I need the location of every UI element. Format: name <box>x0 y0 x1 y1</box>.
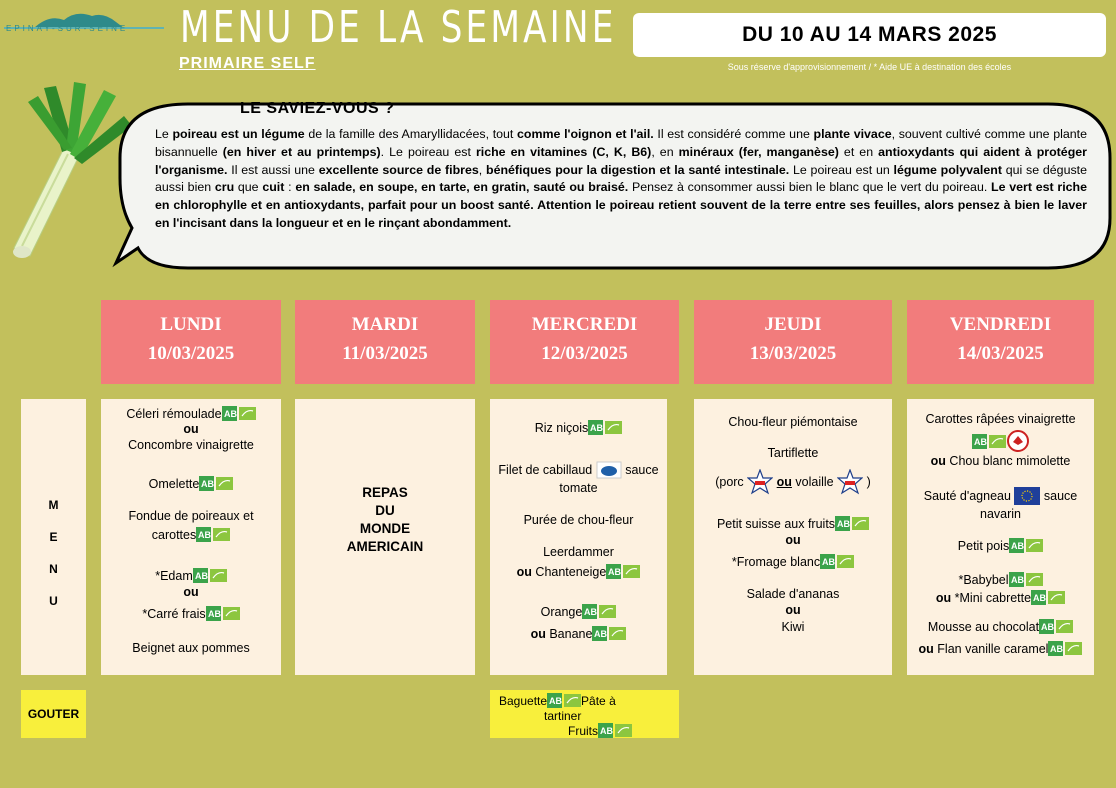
organic-label-icon <box>193 568 227 583</box>
organic-label-icon <box>588 420 622 435</box>
day-header-jeudi: JEUDI 13/03/2025 <box>694 300 892 384</box>
info-text: Le poireau est un légume de la famille des Amaryllidacées, tout comme l'oignon et l'ail. Il est considéré comme une plante vivace, souvent cultivé comme une plante bisannuelle (en hiver et au printemps). Le poireau est riche en vitamines (C, K, B6), en minéraux (fer, manganèse) et en antioxydants qui aident à protéger l'organisme. Il est aussi une excellente source de fibres, bénéfiques pour la digestion et la santé intestinale. Le poireau est un légume polyvalent qui se déguste aussi bien cru que cuit : en salade, en soupe, en tarte, en gratin, sauté ou braisé. Pensez à consommer aussi bien le blanc que le vert du poireau. Le vert est riche en chlorophylle et en antioxydants, parfait pour un boost santé. Attention le poireau retient souvent de la terre entre ses feuilles, alors pensez à bien le laver en l'incisant dans la longueur et en le rinçant abondamment. <box>155 127 1087 230</box>
page-subtitle: PRIMAIRE SELF <box>179 55 316 72</box>
world-meal-label: REPAS DU MONDE AMERICAIN <box>346 485 424 554</box>
organic-label-icon <box>199 476 233 491</box>
gouter-label: GOUTER <box>21 690 86 738</box>
msc-label-icon <box>596 461 622 479</box>
menu-side-label: M E N U <box>21 399 86 675</box>
organic-label-icon <box>598 723 632 738</box>
organic-label-icon <box>1031 590 1065 605</box>
quality-label-icon <box>1006 430 1030 452</box>
organic-label-icon <box>1009 538 1043 553</box>
french-origin-label-icon <box>747 469 773 495</box>
logo-text: EPINAY-SUR-SEINE <box>6 24 129 33</box>
page-title: MENU DE LA SEMAINE <box>180 2 617 53</box>
organic-label-icon <box>835 516 869 531</box>
organic-label-icon <box>592 626 626 641</box>
organic-label-icon <box>1039 619 1073 634</box>
supply-note: Sous réserve d'approvisionnement / * Aide UE à destination des écoles <box>727 62 1012 72</box>
organic-label-icon <box>547 693 581 708</box>
organic-label-icon <box>820 554 854 569</box>
menu-vendredi: Carottes râpées vinaigrette ou Chou blanc mimolette Sauté d'agneau sauce navarin Petit pois *Babybel ou *Mini cabrette Mousse au chocolat ou Flan vanille caramel <box>907 399 1094 675</box>
day-header-mercredi: MERCREDI 12/03/2025 <box>490 300 679 384</box>
organic-label-icon <box>582 604 616 619</box>
organic-label-icon <box>196 527 230 542</box>
eu-flag-icon <box>1014 487 1040 505</box>
organic-label-icon <box>206 606 240 621</box>
menu-jeudi: Chou-fleur piémontaise Tartiflette (porc ou volaille ) Petit suisse aux fruits ou *Fromage blanc Salade d'ananas ou Kiwi <box>694 399 892 675</box>
organic-label-icon <box>222 406 256 421</box>
day-header-vendredi: VENDREDI 14/03/2025 <box>907 300 1094 384</box>
date-range: DU 10 AU 14 MARS 2025 <box>633 13 1106 57</box>
organic-label-icon <box>606 564 640 579</box>
menu-mercredi: Riz niçois Filet de cabillaud sauce tomate Purée de chou-fleur Leerdammer ou Chanteneige Orange ou Banane <box>490 399 667 675</box>
gouter-mercredi: Baguette Pâte à tartiner Fruits <box>490 690 679 738</box>
menu-mardi <box>295 399 475 675</box>
organic-label-icon <box>972 434 1006 449</box>
organic-label-icon <box>1009 572 1043 587</box>
day-header-lundi: LUNDI 10/03/2025 <box>101 300 281 384</box>
day-header-mardi: MARDI 11/03/2025 <box>295 300 475 384</box>
organic-label-icon <box>1048 641 1082 656</box>
french-origin-label-icon <box>837 469 863 495</box>
info-title: LE SAVIEZ-VOUS ? <box>240 100 395 117</box>
menu-lundi: Céleri rémoulade ou Concombre vinaigrette Omelette Fondue de poireaux et carottes *Edam ou *Carré frais Beignet aux pommes <box>101 399 281 675</box>
